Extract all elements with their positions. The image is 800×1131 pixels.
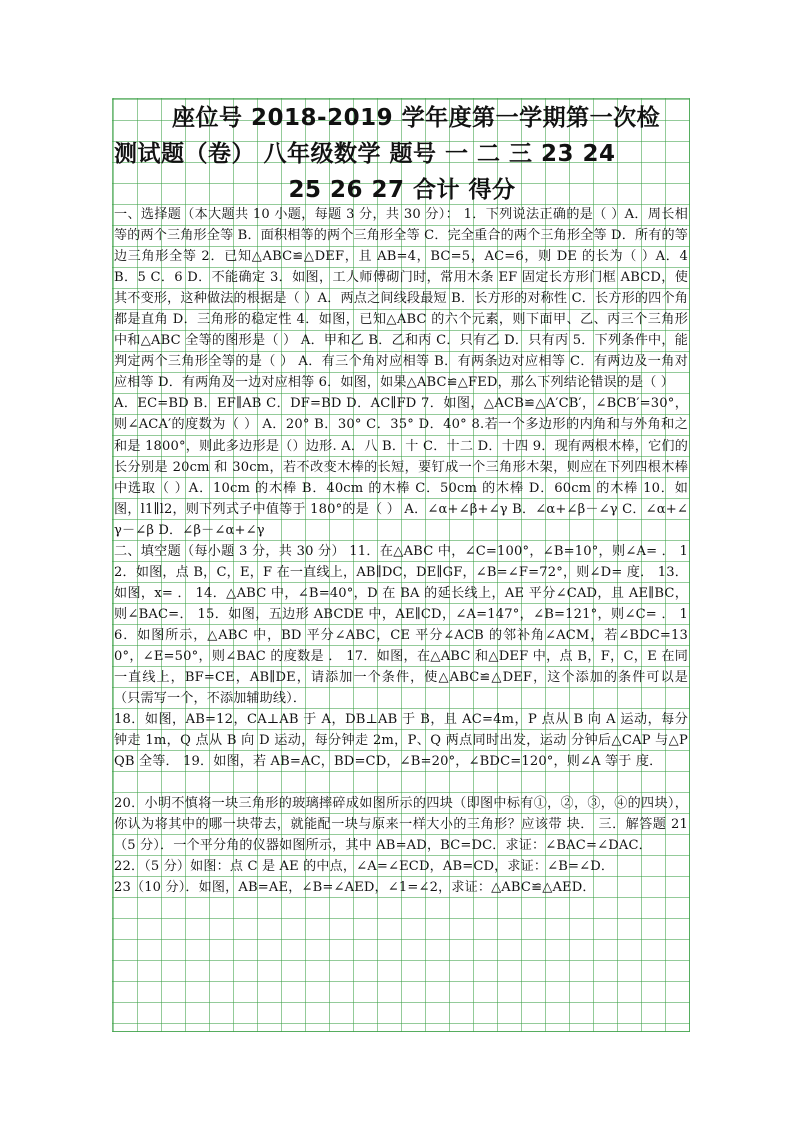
blank-line [114,772,688,793]
exam-body [114,204,688,899]
question-23: 23（10 分）．如图，AB=AE，∠B=∠AED，∠1=∠2，求证：△ABC≌△AED． [114,880,596,896]
question-22: 22．（5 分）如图：点 C 是 AE 的中点，∠A=∠ECD，AB=CD，求证：∠B=∠D． [114,859,615,875]
title-line-1: 座位号 2018-2019 学年度第一学期第一次检 [172,105,661,131]
choice-questions-continued: A．EC=BD B．EF∥AB C．DF=BD D．AC∥FD 7．如图，△ACB≌△A′CB′，∠BCB′=30°，则∠ACA′的度数为（ ） A．20° B．30° C．35° D．40° 8.若一个多边形的内角和与外角和之和是 1800°，则此多边形是（）边形. A．八 B．十 C．十二 D．十四 9．现有两根木棒，它们的长分别是 20cm 和 30cm，若不改变木棒的长短，要钉成一个三角形木架，则应在下列四根木棒中选取（ ）A．10cm 的木棒 B．40cm 的木棒 C．50cm 的木棒 D．60cm 的木棒 10．如图，l1∥l2，则下列式子中值等于 180°的是（ ） A．∠α+∠β+∠γ B．∠α+∠β－∠γ C．∠α+∠γ－∠β D．∠β－∠α+∠γ [114,396,688,538]
section-fill-blank: 二、填空题（每小题 3 分，共 30 分） 11．在△ABC 中，∠C=100°，∠B=10°，则∠A= ． 12．如图，点 B，C，E，F 在一直线上，AB∥DC，DE∥GF，∠B=∠F=72°，则∠D= 度． 13．如图，x= ． 14．△ABC 中，∠B=40°，D 在 BA 的延长线上，AE 平分∠CAD，且 AE∥BC，则∠BAC=． 15．如图，五边形 ABCDE 中，AE∥CD，∠A=147°，∠B=121°，则∠C= ． 16．如图所示，△ABC 中，BD 平分∠ABC，CE 平分∠ACB 的邻补角∠ACM，若∠BDC=130°，∠E=50°，则∠BAC 的度数是 ． 17．如图，在△ABC 和△DEF 中，点 B，F，C，E 在同一直线上，BF=CE，AB∥DE，请添加一个条件，使△ABC≌△DEF，这个添加的条件可以是 （只需写一个，不添加辅助线）． [114,543,688,707]
title-line-3: 25 26 27 合计 得分 [288,177,516,203]
title-line-2: 测试题（卷） 八年级数学 题号 一 二 三 23 24 [114,141,616,167]
question-18-19: 18．如图，AB=12，CA⊥AB 于 A，DB⊥AB 于 B，且 AC=4m，P 点从 B 向 A 运动，每分钟走 1m，Q 点从 B 向 D 运动，每分钟走 2m，P、Q 两点同时出发，运动 分钟后△CAP 与△PQB 全等． 19．如图，若 AB=AC，BD=CD，∠B=20°，∠BDC=120°，则∠A 等于 度． [114,712,688,770]
section-choice-questions: 一、选择题（本大题共 10 小题，每题 3 分，共 30 分）： 1．下列说法正确的是（ ）A．周长相等的两个三角形全等 B．面积相等的两个三角形全等 C．完全重合的两个三角形全等 D．所有的等边三角形全等 2．已知△ABC≌△DEF，且 AB=4，BC=5，AC=6，则 DE 的长为（ ）A．4 B．5 C．6 D．不能确定 3．如图，工人师傅砌门时，常用木条 EF 固定长方形门框 ABCD，使其不变形，这种做法的根据是（ ）A．两点之间线段最短 B．长方形的对称性 C．长方形的四个角都是直角 D．三角形的稳定性 4．如图，已知△ABC 的六个元素，则下面甲、乙、丙三个三角形中和△ABC 全等的图形是（ ） A．甲和乙 B．乙和丙 C．只有乙 D．只有丙 5．下列条件中，能判定两个三角形全等的是（ ） A．有三个角对应相等 B．有两条边对应相等 C．有两边及一角对应相等 D．有两角及一边对应相等 6．如图，如果△ABC≌△FED，那么下列结论错误的是（ ） [114,207,688,391]
question-20-21: 20．小明不慎将一块三角形的玻璃摔碎成如图所示的四块（即图中标有①，②，③，④的四块），你认为将其中的哪一块带去，就能配一块与原来一样大小的三角形？应该带 块． 三．解答题 21（5 分）．一个平分角的仪器如图所示，其中 AB=AD，BC=DC．求证：∠BAC=∠DAC． [114,796,688,854]
page-title [114,100,690,208]
